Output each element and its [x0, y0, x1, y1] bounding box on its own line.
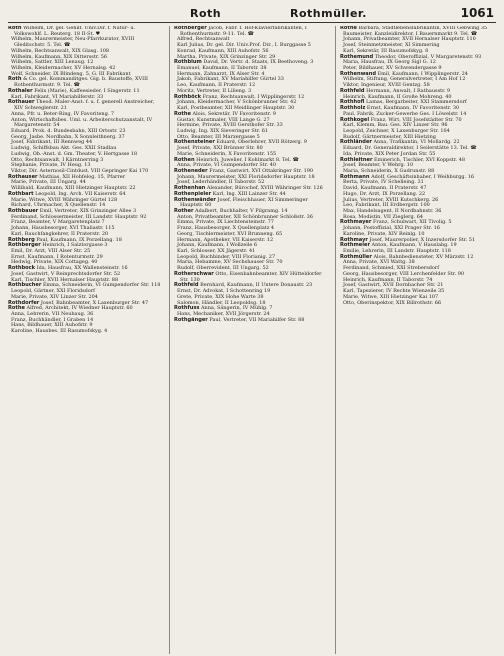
entry-surname: Roth — [8, 76, 22, 83]
entry-surname: Rothenwand — [340, 70, 376, 77]
entry-surname: Rothemund — [340, 53, 374, 60]
entry-text: Emil, Dr. Arzt, VIII Alser Str. 25 — [11, 248, 91, 255]
entry-text: Ida, Private, XIX Peter Jordan Str. 55 — [343, 150, 436, 157]
entry-text: Maria, Hebamme, XV Sechshauser Str. 70 — [177, 259, 283, 266]
entry-text: Hermann, Zahnarzt, IX Alser Str. 4 — [177, 70, 265, 77]
entry-text: & Co. gel. Kommanditges. Gig. b. Baustoffe, XVIII Rothenthurmstr. 9. Tel. ☎ — [14, 76, 148, 89]
entry-text: Franz, Schulwart, XII Tivolig. 5 — [372, 219, 452, 226]
entry-surname: Rothbauer — [8, 208, 39, 214]
entry-text: Theodor, Oberoffizial, V Margaretenstr. 93 — [374, 53, 482, 60]
entry-text: Ludwig, Ing. XIX Sieveringer Str. 61 — [177, 127, 269, 134]
entry-text: Ludwig, Schiffsbau Akt. Ges. XXII Stadlau — [11, 145, 117, 152]
entry-text: Leopold, Ing. Arch. VII Kaiserstr. 64 — [35, 190, 126, 197]
directory-columns — [8, 26, 496, 654]
entry-text: Emma, Schneiderin, VI Gumpendorfer Str. 118 — [42, 282, 161, 289]
entry-text: David, Kaufmann, II Praterstr. 47 — [343, 185, 427, 192]
entry-text: Georg, Tischlermeister, XVI Brunneng. 65 — [177, 230, 283, 237]
entry-surname: Rothberg — [8, 236, 35, 243]
entry-surname: Rothenhan — [174, 185, 206, 192]
entry-surname: Rotheneder — [174, 167, 208, 174]
entry-surname: Rothfeld — [340, 87, 365, 94]
entry-text: Anton, Privatbeamter, XII Schönbrunner Schloßstr. 36 — [177, 213, 313, 220]
entry-surname: Rotherschwar — [174, 270, 214, 277]
directory-entry — [174, 318, 330, 324]
entry-surname: Rothbock — [8, 265, 36, 272]
entry-text: Karl, Tapezierer, IV Rechte Wienzeile 35 — [343, 288, 445, 295]
entry-text: Jacob, Fabr. f. Hof-Klavierfabrikanten, I Rothenthurmstr. 9-11. Tel. ☎ — [180, 26, 307, 37]
entry-text: Ernst, Kaufmann, I Rotenturmstr. 29 — [11, 253, 103, 260]
entry-text: Felix (Marie), Kaffeesieder, I Singerstr. 11 — [34, 87, 140, 94]
entry-text: Rosa, Modistin, VII Zieglerg. 64 — [343, 213, 424, 220]
entry-text: Hans, Bildhauer, XIII Auhofstr. 9 — [11, 322, 93, 329]
entry-text: Franz, Rechtsanwalt, I Wipplingerstr. 12 — [202, 93, 305, 100]
entry-surname: Rothhofl — [340, 99, 365, 106]
running-head-right: Rothmüller. — [290, 7, 367, 20]
entry-text: Hermann, Apotheker, VII Kaiserstr. 12 — [177, 236, 274, 243]
column-2 — [169, 26, 330, 654]
entry-text: Josef, Beamter, V Wehrg. 10 — [343, 162, 414, 169]
entry-text: Otto, Rechtsanwalt, I Kärntnerring 3 — [11, 156, 104, 163]
entry-text: Viktor, Ingenieur, XVIII Gentzg. 58 — [343, 82, 430, 89]
entry-text: Leopold, Buchbinder, VIII Florianig. 27 — [177, 253, 276, 260]
entry-text: Paul, Vertreter, VII Mariahilfer Str. 88 — [209, 316, 305, 323]
entry-text: Paul, Fabrik, Zucker-Gewerbe Ges. I Löwelstr. 14 — [343, 110, 467, 117]
entry-text: Eduard, Dr. Generaldirektor, I Seilerstätte 13. Tel. ☎ — [343, 145, 477, 152]
entry-text: Karl, Ing. XIII Lainzer Str. 44 — [212, 190, 286, 197]
entry-surname: Rothmeier — [340, 242, 370, 249]
entry-text: Wilhelm, Rechtsanwalt, XIX Glasg. 108 — [11, 47, 110, 54]
entry-surname: Rothen — [174, 156, 195, 163]
entry-text: Maria, Schneiderin, X Gudrunstr. 88 — [343, 167, 435, 174]
entry-surname: Rothböck — [174, 93, 202, 100]
entry-text: Ludwig, Ob.-Anst. d. Gm. Theater, V. Hertgasse 18 — [11, 150, 138, 157]
entry-surname: Rothe — [340, 26, 357, 31]
entry-text: Johann, Privatbeamter, XVII Hernalser Hauptstr. 110 — [343, 36, 476, 43]
entry-text: Franz, Hausbesorger, X Quellenplatz 4 — [177, 225, 275, 232]
entry-text: Josef, Private, XXI Brünner Str. 80 — [177, 145, 263, 152]
entry-text: Leopold, Gärtner, XXI Floridsdorf — [11, 288, 95, 295]
entry-text: Martha, Private, XIX Grinzinger Str. 29 — [177, 53, 276, 60]
entry-text: Wilhelm, Stiftung, Generalvertreter, I Am Hof 12 — [343, 76, 466, 83]
entry-text: Rudolf, Oberrevident, III Ungarg. 52 — [177, 265, 269, 272]
entry-text: Wilhelm, Kleidermacher, XV Hernalsg. 42 — [11, 65, 116, 72]
directory-entry — [340, 301, 496, 307]
entry-text: Willibald, Kaufmann, XIII Hietzinger Hauptstr. 22 — [11, 185, 136, 192]
entry-text: Emmerich, Tischler, XVI Koppstr. 48 — [374, 156, 465, 163]
entry-text: Eduard, Prok. d. Bundesbahn, XIII Ortsstr. 23 — [11, 127, 126, 134]
entry-text: Max, Handelsagent, II Nordbahnstr. 36 — [343, 208, 442, 214]
page-header — [8, 6, 496, 23]
entry-surname: Rothmüller — [340, 253, 372, 260]
entry-text: Emma, Private, IX Liechtensteinstr. 77 — [177, 219, 274, 226]
entry-surname: Rothdorfer — [8, 299, 40, 306]
entry-surname: Rothbucher — [8, 282, 42, 289]
entry-text: Josef, Steinmetzmeister, XI Simmering — [343, 42, 440, 49]
entry-text: Karl, Postbeamter, XII Meidlinger Hauptstr. 30 — [177, 105, 295, 112]
entry-text: Josef, Fabrikant, III Rennweg 44 — [11, 139, 93, 146]
entry-text: Wilhelm, Sattler, XIII Lenaug. 12 — [11, 59, 94, 66]
entry-text: Josef, Bahnbeamter, X Laxenburger Str. 47 — [40, 299, 149, 306]
entry-text: Heinrich, Kaufmann, II Taborstr. 74 — [343, 276, 433, 283]
entry-text: Josef, Fleischhauer, XI Simmeringer Hauptstr. 60 — [180, 196, 308, 209]
entry-text: Karl, Schlosser, XX Jägerstr. 41 — [177, 248, 256, 255]
entry-text: Johann, Hausbesorger, XVI Thaliastr. 115 — [11, 225, 115, 232]
entry-text: Salomon, Händler, II Leopoldsg. 18 — [177, 299, 266, 306]
entry-text: Franz, Buchhändler, I Graben 14 — [11, 316, 94, 323]
entry-text: Eduard, Oberlehrer, XVII Rötzerg. 9 — [216, 139, 307, 146]
entry-surname: Rothe — [174, 110, 191, 117]
entry-text: Johann, Maurermeister, XXI Floridsdorfer Hauptstr. 18 — [177, 173, 315, 180]
entry-text: Georg, Jasbe. Nordbahn, X Sonnleithnerg. 37 — [11, 133, 125, 140]
entry-text: Emilie, Lehrerin, III Landstr. Hauptstr. 118 — [343, 248, 451, 255]
entry-text: Karl, Rauchfangkehrer, II Praterstr. 20 — [11, 230, 109, 237]
entry-text: Julius, Vertreter, XVIII Kutschkerg. 26 — [343, 196, 439, 203]
entry-text: David, Dr. Vertr. d. Staats, IX Beethoveng. 3 — [203, 59, 314, 66]
entry-text: Bernhard, Kaufmann, II Untere Donaustr. 23 — [200, 282, 313, 289]
entry-text: Jakob, Fabrikant, XV Mariahilfer Gürtel 33 — [177, 76, 284, 83]
entry-text: Ida, Hausfrau, XX Wallensteinstr. 16 — [36, 265, 128, 272]
entry-text: Adalbert, Buchhalter, V Pilgramg. 14 — [195, 208, 288, 214]
entry-text: Franz, Beamter, V Margaretenplatz 7 — [11, 219, 105, 226]
entry-text: Anton, Wirtschaftsbes. Uml. u. Arbeiterschutzanstalt, IV Margaretenstr. 54 — [11, 116, 153, 129]
entry-text: Heinrich, Kaufmann, II Große Mohreng. 40 — [343, 93, 452, 100]
entry-text: Adolf, Geschäftsinhaber, I Weihburgg. 16 — [371, 173, 475, 180]
entry-text: Georg, Hausbesorger, VIII Lerchenfelder Str. 90 — [343, 270, 464, 277]
entry-text: Ernst, Kaufmann, IV Favoritenstr. 30 — [366, 105, 460, 112]
entry-text: Karoline, Private, XIV Reinlg. 10 — [343, 230, 425, 237]
entry-text: Hermann, Anwalt, I Rathausstr. 9 — [366, 87, 451, 94]
entry-surname: Rothfeld — [174, 282, 199, 289]
entry-surname: Rothmann — [340, 173, 370, 180]
entry-surname: Rothleitner — [340, 156, 373, 163]
entry-text: Leo, Fabrikant, III Erdbergstr. 100 — [343, 202, 430, 209]
entry-text: Theod. Maler-Anst. f. u. f. generell Anstreicher, XIV Schweglerstr. 21 — [14, 99, 155, 112]
entry-text: Moritz, Vertreter, II Lilieng. 3 — [177, 87, 252, 94]
entry-text: Stephanie, Private, IV Heug. 13 — [11, 162, 91, 169]
entry-surname: Roth — [8, 26, 22, 31]
entry-surname: Rothauser — [8, 173, 38, 180]
entry-text: Hermine, Private, XVIII Gersthofer Str. 33 — [177, 122, 283, 129]
entry-surname: Rothmayer — [340, 219, 372, 226]
column-1 — [8, 26, 164, 654]
entry-surname: Rother — [174, 208, 194, 214]
entry-text: Josef, Gastwirt, XVII Dornbacher Str. 21 — [343, 282, 444, 289]
directory-entry — [8, 329, 164, 335]
running-head-left: Roth — [190, 7, 222, 20]
entry-text: Anna, Sängerin, IV Mühlg. 7 — [200, 305, 273, 312]
entry-text: Alois, Sekretär, IV Favoritenstr. 9 — [192, 110, 276, 117]
entry-text: Ferdinand, Schlossermeister, III Landstr. Hauptstr. 92 — [11, 213, 147, 220]
entry-text: Karl, Fabrikant, VI Mariahilferstr. 33 — [11, 93, 104, 100]
entry-text: Hedwig, Private, XIX Cottageg. 40 — [11, 259, 98, 266]
entry-surname: Rothaler — [8, 87, 33, 94]
entry-text: Hans, Mechaniker, XVII Jörgerstr. 24 — [177, 310, 270, 317]
entry-text: Hugo, Dr. Arzt, IX Porzellang. 22 — [343, 190, 426, 197]
entry-text: Ernst, Dr. Advokat, I Schottenring 19 — [177, 288, 271, 295]
entry-text: Leo, Kaufmann, II Praterstr. 12 — [177, 82, 256, 89]
entry-surname: Rothberger — [8, 242, 41, 249]
entry-text: Marie, Schneiderin, X Favoritenstr. 155 — [177, 150, 277, 157]
entry-text: Heinrich, I Salztorgasse 3 — [42, 242, 108, 249]
entry-text: Heinrich, Juwelier, I Kohlmarkt 8. Tel. ☎ — [196, 156, 299, 163]
entry-text: Emanuel, Kaufmann, II Taborstr. 38 — [177, 65, 267, 72]
entry-text: Leopold, Zeichner, X Laxenburger Str. 104 — [343, 127, 450, 134]
entry-surname: Rothfuss — [174, 305, 200, 312]
entry-text: Karl, Sekretär, III Rasumofskyg. 8 — [343, 47, 429, 54]
entry-text: Otto, Eisenbahnbeamter, XIV Hütteldorfer Str. 130 — [180, 270, 322, 283]
entry-text: Wilhelm, Dr. gel. Gehilf. Univ.Dir. f. Natur- u. Volkswohlf. L. Reuterg. 18 II-St. ♥ — [14, 26, 136, 37]
entry-text: Josef, Maurerpolier, X Inzersdorfer Str. 51 — [369, 236, 476, 243]
entry-surname: Rothgänger — [174, 316, 208, 323]
entry-text: Marie, Witwe, XVIII Währinger Gürtel 128 — [11, 196, 118, 203]
entry-text: Peter, Bildhauer, XV Schwendergasse 9 — [343, 65, 442, 72]
entry-text: Karl, Klemm, Bau. Ges. XIV Linzer Str. 96 — [343, 122, 448, 129]
page-number: 1061 — [460, 6, 494, 20]
entry-text: Emil, Kaufmann, I Wipplingerstr. 24 — [377, 70, 468, 77]
entry-text: Grete, Private, XIX Hohe Warte 38 — [177, 293, 264, 300]
entry-surname: Rothbart — [8, 190, 34, 197]
entry-text: Alfred, Rechtsanwalt — [177, 36, 230, 43]
entry-text: Lamas, Bergarbeiter, XXI Stammersdorf — [365, 99, 467, 106]
entry-surname: Rothblum — [174, 59, 202, 66]
entry-text: Alexander, Bürochef, XVIII Währinger Str. 126 — [206, 185, 323, 192]
entry-text: Paul, Kaufmann, IX Porzellang. 18 — [36, 236, 122, 243]
entry-text: Emil, Vertreter, XIX Grinzinger Allee 3 — [39, 208, 137, 214]
entry-text: Viktor, Dir. Asternosil-Cintdust. VIII Gepringer Kai 170 — [11, 167, 149, 174]
entry-text: Maria, Hausfrau, IX Georg Sigl G. 12 — [343, 59, 436, 66]
entry-text: Konrad, Kaufmann, XIII Auhofstr. 56 — [177, 47, 269, 54]
entry-text: Josef, Lederhändler, II Taborstr. 52 — [177, 179, 265, 186]
entry-text: Otto, Beamter, III Marxergasse 5 — [177, 133, 260, 140]
entry-text: Johann, Kleidermacher, V Schönbrunner Str. 42 — [177, 99, 297, 106]
entry-surname: Rothauer — [8, 99, 35, 106]
entry-text: Marie, Private, III Ungarg. 44 — [11, 179, 86, 186]
entry-text: Johann, Postoffizial, XXI Prager Str. 16 — [343, 225, 440, 232]
entry-surname: Rothländer — [340, 139, 372, 146]
entry-text: Wilhelm, Maurermeister, Neu-Pfarrkurator, XVIII Gleditschstr. 5. Tel. ☎ — [11, 36, 135, 49]
entry-text: Wilhelm, Kaufmann, XIX Dittersstr. 56 — [11, 53, 108, 60]
entry-text: Karoline, Hausbes. III Rasumofskyg. 4 — [11, 328, 108, 335]
entry-text: Anna, Trafikantin, VI Mollardg. 22 — [373, 139, 460, 146]
entry-text: Anna, Private, VI Gumpendorfer Str. 40 — [177, 162, 276, 169]
entry-text: Anna, Private, XVI Wattg. 38 — [343, 259, 415, 266]
entry-text: Richard, Uhrmacher, X Quellenstr. 14 — [11, 202, 106, 209]
entry-surname: Rothenwänder — [174, 196, 216, 203]
entry-text: Alfred, Architekt, IV Wiedner Hauptstr. 60 — [26, 305, 133, 312]
entry-text: Alois, Bahnbediensteter, XV Märzstr. 12 — [373, 253, 474, 260]
entry-text: Johann, Kaufmann, I Wollzeile 6 — [177, 242, 258, 249]
entry-text: Rudolf, Gärtnermeister, XIII Hietzing — [343, 133, 436, 140]
entry-surname: Rothkogel — [340, 116, 370, 123]
entry-surname: Rothensteiner — [174, 139, 215, 146]
entry-text: Mathias, XII Hohfelog. 15, Pfarrer — [39, 173, 126, 180]
entry-surname: Rothenpieler — [174, 190, 212, 197]
entry-text: Josef, Gastwirt, V Reinprechtsdorfer Str. 52 — [11, 270, 121, 277]
entry-text: Gustav, Kunstmaler, VIII Lange G. 27 — [177, 116, 270, 123]
entry-text: Wolf, Schneider, IX Blindeng. 5, G. III Fabrikant — [11, 70, 131, 77]
entry-text: Franz, Gastwirt, XVI Ottakringer Str. 190 — [209, 167, 313, 174]
entry-text: Anna, Lehrerin, VII Neubaug. 36 — [11, 310, 94, 317]
entry-text: Barbara, Stadtlebensfabrikantin, XVIII Gebwing 35 — [358, 26, 488, 31]
entry-text: Berta, Private, IV Schelleing. 31 — [343, 179, 424, 186]
entry-surname: Rothholz — [340, 105, 366, 112]
entry-text: Marie, Witwe, XIII Hietzinger Kai 107 — [343, 293, 439, 300]
entry-surname: Rothmayr — [340, 236, 368, 243]
entry-text: Baumeister, Kanzleidirektor, I Bauernmarkt 9. Tel. ☎ — [343, 30, 477, 37]
entry-surname: Rothe — [8, 305, 25, 312]
entry-text: Anton, Kaufmann, V Hauslabg. 19 — [371, 242, 457, 249]
entry-text: Anna, Pfr. u. Beter-Ring, IV Favoriteng. 7 — [11, 110, 115, 117]
entry-surname: Rothberger — [174, 26, 207, 31]
entry-text: Marie, Private, XIV Linzer Str. 204 — [11, 293, 98, 300]
entry-text: Franz, Wirt, VIII Josefstädter Str. 70 — [370, 116, 462, 123]
column-3 — [335, 26, 496, 654]
entry-text: Ferdinand, Schmied, XXI Strebersdorf — [343, 265, 440, 272]
entry-text: Karl Julius, Dr. gel. Dir. Univ.Prof. Dir., I. Burggasse 5 — [177, 42, 311, 49]
entry-text: Otto, Oberinspektor, XIX Billrothstr. 66 — [343, 299, 442, 306]
entry-text: Karl, Tischler, XVII Hernalser Hauptstr. 88 — [11, 276, 119, 283]
